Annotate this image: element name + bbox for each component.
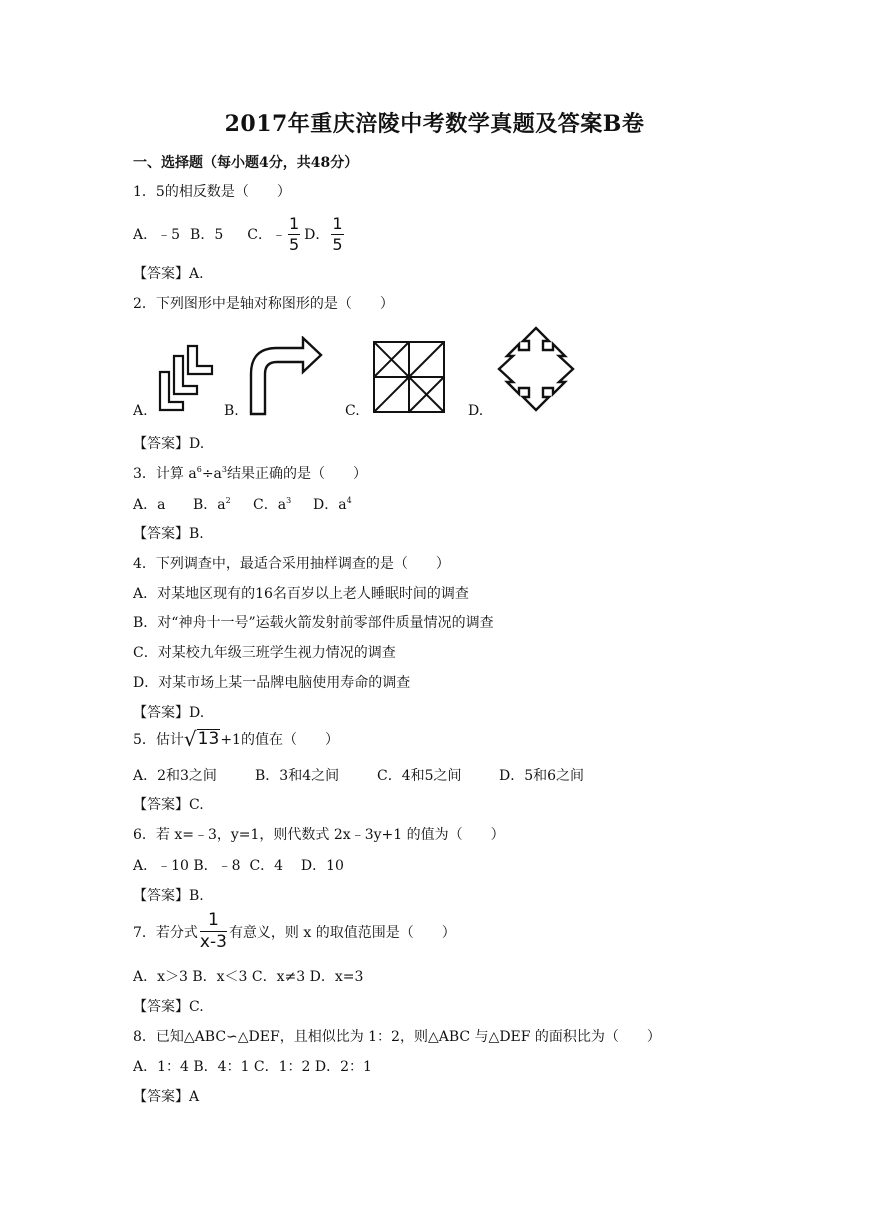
- figure-a-l-shapes: [150, 342, 222, 418]
- answer-label: 【答案】: [133, 797, 189, 813]
- q3-stem-mid: ÷a: [201, 466, 222, 482]
- figure-c-pinwheel: [368, 336, 450, 418]
- q3-option-b-exp: 2: [225, 496, 231, 505]
- question-2-answer: [133, 433, 204, 453]
- question-5-options: [133, 765, 584, 785]
- q5-option-a: A．2和3之间: [133, 768, 217, 784]
- answer-label: 【答案】: [133, 999, 189, 1015]
- q5-option-b: B．3和4之间: [255, 768, 340, 784]
- question-6-answer: [133, 885, 204, 905]
- q4-option-c: C．对某校九年级三班学生视力情况的调查: [133, 645, 396, 661]
- answer-value: B.: [189, 526, 204, 542]
- answer-label: 【答案】: [133, 705, 189, 721]
- question-3-answer: [133, 523, 204, 543]
- q3-exponent-2: 3: [221, 465, 227, 474]
- fraction-numerator: 1: [200, 912, 227, 932]
- question-1-answer: [133, 263, 204, 283]
- q3-option-d-exp: 4: [346, 496, 352, 505]
- q5-stem-post: +1的值在（ ）: [220, 732, 339, 748]
- q1-fraction-d: [331, 213, 343, 254]
- q4-option-d: D．对某市场上某一品牌电脑使用寿命的调查: [133, 675, 411, 691]
- question-5-stem: [133, 729, 339, 749]
- q3-option-c-exp: 3: [286, 496, 292, 505]
- page-title: 2017年重庆涪陵中考数学真题及答案B卷: [224, 111, 645, 137]
- question-4-stem: 4．下列调查中，最适合采用抽样调查的是（ ）: [133, 556, 450, 572]
- q3-stem-pre: 3．计算 a: [133, 466, 197, 482]
- fraction-denominator: x-3: [199, 932, 227, 952]
- q4-option-a: A．对某地区现有的16名百岁以上老人睡眠时间的调查: [133, 586, 469, 602]
- question-1-stem: 1．5的相反数是（ ）: [133, 184, 291, 200]
- fraction-numerator: 1: [288, 213, 300, 233]
- q7-stem-pre: 7．若分式: [133, 924, 198, 941]
- question-6-stem: 6．若 x=﹣3，y=1，则代数式 2x﹣3y+1 的值为（ ）: [133, 827, 505, 843]
- question-6-options: A．﹣10 B．﹣8 C．4 D．10: [133, 858, 344, 874]
- figure-d-four-arrows: [493, 324, 579, 414]
- question-7-stem: [133, 912, 456, 951]
- answer-value: C.: [189, 999, 204, 1015]
- q2-label-c: C.: [345, 403, 360, 419]
- q5-option-d: D．5和6之间: [499, 768, 585, 784]
- q1-option-b: B．5: [190, 227, 224, 243]
- figure-b-bent-arrow: [245, 336, 327, 418]
- answer-value: A.: [189, 266, 204, 282]
- q2-label-b: B.: [224, 403, 239, 419]
- answer-label: 【答案】: [133, 526, 189, 542]
- question-1-options: [133, 212, 346, 256]
- q3-option-d: D．a: [313, 497, 347, 513]
- answer-value: A: [189, 1089, 200, 1105]
- q3-option-b: B．a: [193, 497, 226, 513]
- question-5-answer: [133, 794, 204, 814]
- answer-label: 【答案】: [133, 888, 189, 904]
- fraction-denominator: 5: [288, 234, 300, 254]
- question-2-stem: 2．下列图形中是轴对称图形的是（ ）: [133, 296, 394, 312]
- square-root: [184, 729, 220, 749]
- q5-option-c: C．4和5之间: [377, 768, 462, 784]
- question-7-options: A．x＞3 B．x＜3 C．x≠3 D．x=3: [133, 969, 364, 985]
- question-3-stem: [133, 463, 367, 483]
- fraction-numerator: 1: [332, 213, 343, 233]
- answer-value: D.: [189, 436, 205, 452]
- answer-label: 【答案】: [133, 266, 189, 282]
- question-8-options: A．1：4 B．4：1 C．1：2 D．2：1: [133, 1059, 372, 1075]
- radical-sign-icon: √: [183, 727, 197, 751]
- question-7-answer: [133, 996, 204, 1016]
- question-3-options: [133, 494, 352, 514]
- answer-label: 【答案】: [133, 436, 189, 452]
- q3-option-a: A．a: [133, 497, 166, 513]
- answer-value: B.: [189, 888, 204, 904]
- q5-stem-pre: 5．估计: [133, 732, 184, 748]
- fraction-denominator: 5: [332, 234, 343, 254]
- question-8-stem: 8．已知△ABC∽△DEF，且相似比为 1：2，则△ABC 与△DEF 的面积比为（ ）: [133, 1029, 661, 1045]
- answer-value: D.: [189, 705, 205, 721]
- question-8-answer: [133, 1086, 199, 1106]
- q2-label-a: A.: [133, 403, 148, 419]
- q4-option-b: B．对“神舟十一号”运载火箭发射前零部件质量情况的调查: [133, 615, 494, 631]
- q1-option-c: C．﹣: [247, 227, 286, 243]
- question-4-answer: [133, 702, 204, 722]
- answer-value: C.: [189, 797, 204, 813]
- q1-option-d: D．: [304, 227, 330, 243]
- q7-fraction: [200, 912, 227, 951]
- radicand: 13: [197, 729, 220, 750]
- q1-fraction-c: [288, 213, 300, 254]
- q3-exponent-1: 6: [196, 465, 202, 474]
- q2-label-d: D.: [468, 403, 484, 419]
- section-heading: 一、选择题（每小题4分，共48分）: [133, 155, 359, 171]
- q3-option-c: C．a: [253, 497, 287, 513]
- q3-stem-post: 结果正确的是（ ）: [226, 466, 367, 482]
- q7-stem-post: 有意义，则 x 的取值范围是（ ）: [228, 924, 456, 941]
- q1-option-a: A．﹣5: [133, 227, 181, 243]
- answer-label: 【答案】: [133, 1089, 189, 1105]
